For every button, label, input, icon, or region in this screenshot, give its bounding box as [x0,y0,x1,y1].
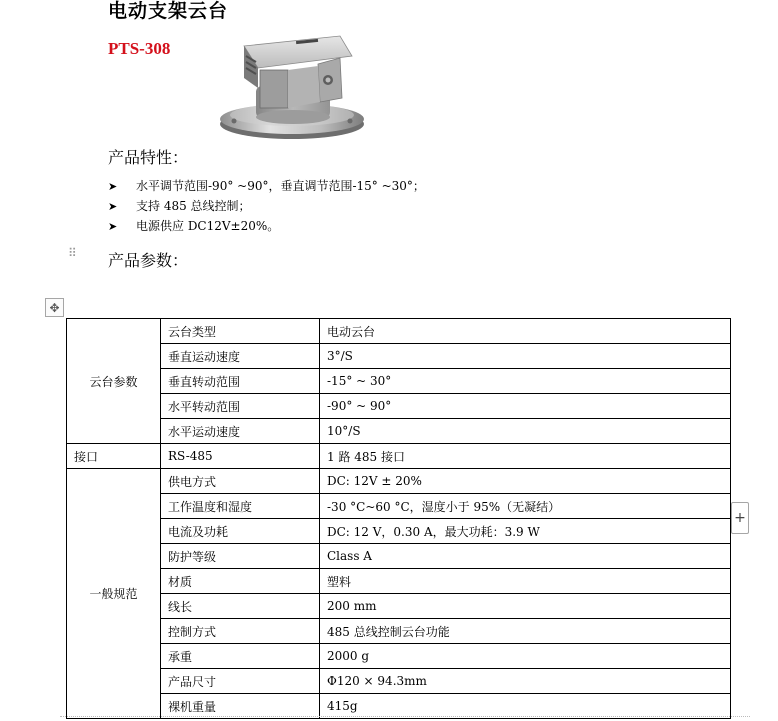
feature-text: 支持 485 总线控制； [136,199,251,213]
table-row [67,469,731,494]
features-heading: 产品特性： [108,148,189,167]
table-row [67,344,731,369]
table-row [67,444,731,469]
table-row [67,669,731,694]
bullet-arrow-icon: ➤ [108,200,118,213]
table-row [67,369,731,394]
param-name-cell[interactable]: 水平转动范围 [161,394,320,419]
param-name-cell[interactable]: 垂直运动速度 [161,344,320,369]
param-value-cell[interactable]: -90° ~ 90° [320,394,731,419]
feature-item [108,216,425,236]
param-name-cell[interactable]: 承重 [161,644,320,669]
param-value-cell[interactable]: Class A [320,544,731,569]
paragraph-drag-handle-icon[interactable]: ⠿ [68,246,78,260]
param-name-cell[interactable]: RS-485 [161,444,320,469]
table-row [67,694,731,719]
param-name-cell[interactable]: 供电方式 [161,469,320,494]
param-name-cell[interactable]: 工作温度和湿度 [161,494,320,519]
param-name-cell[interactable]: 控制方式 [161,619,320,644]
param-value-cell[interactable]: 1 路 485 接口 [320,444,731,469]
feature-item [108,176,425,196]
bullet-arrow-icon: ➤ [108,220,118,233]
table-row [67,644,731,669]
param-name-cell[interactable]: 电流及功耗 [161,519,320,544]
param-name-cell[interactable]: 垂直转动范围 [161,369,320,394]
page-bottom-divider [60,716,750,718]
param-value-cell[interactable]: 200 mm [320,594,731,619]
feature-text: 电源供应 DC12V±20%。 [136,219,280,233]
param-value-cell[interactable]: 电动云台 [320,319,731,344]
param-name-cell[interactable]: 材质 [161,569,320,594]
model-number: PTS-308 [108,39,171,58]
param-value-cell[interactable]: -15° ~ 30° [320,369,731,394]
params-heading: 产品参数： [108,251,189,270]
param-value-cell[interactable]: 10°/S [320,419,731,444]
group-cell[interactable]: 云台参数 [67,319,161,444]
feature-text: 水平调节范围-90° ~90°，垂直调节范围-15° ~30°； [136,179,425,193]
param-name-cell[interactable]: 防护等级 [161,544,320,569]
add-column-button[interactable]: + [731,502,749,534]
param-value-cell[interactable]: 塑料 [320,569,731,594]
doc-title: 电动支架云台 [108,0,229,22]
table-move-handle-icon[interactable]: ✥ [45,298,64,317]
param-name-cell[interactable]: 裸机重量 [161,694,320,719]
table-row [67,544,731,569]
group-cell[interactable]: 一般规范 [67,469,161,719]
table-row [67,594,731,619]
param-name-cell[interactable]: 产品尺寸 [161,669,320,694]
param-name-cell[interactable]: 线长 [161,594,320,619]
param-value-cell[interactable]: DC: 12V ± 20% [320,469,731,494]
param-value-cell[interactable]: DC: 12 V，0.30 A，最大功耗：3.9 W [320,519,731,544]
param-value-cell[interactable]: 2000 g [320,644,731,669]
param-value-cell[interactable]: -30 °C~60 °C，湿度小于 95%（无凝结） [320,494,731,519]
param-name-cell[interactable]: 水平运动速度 [161,419,320,444]
table-row [67,419,731,444]
param-value-cell[interactable]: Φ120 × 94.3mm [320,669,731,694]
feature-list [108,176,425,236]
param-name-cell[interactable]: 云台类型 [161,319,320,344]
table-row [67,319,731,344]
group-cell[interactable]: 接口 [67,444,161,469]
table-row [67,569,731,594]
table-row [67,494,731,519]
table-row [67,394,731,419]
table-row [67,619,731,644]
bullet-arrow-icon: ➤ [108,180,118,193]
param-value-cell[interactable]: 3°/S [320,344,731,369]
spec-table [66,318,731,719]
param-value-cell[interactable]: 415g [320,694,731,719]
table-row [67,519,731,544]
product-photo [218,28,366,144]
param-value-cell[interactable]: 485 总线控制云台功能 [320,619,731,644]
feature-item [108,196,425,216]
